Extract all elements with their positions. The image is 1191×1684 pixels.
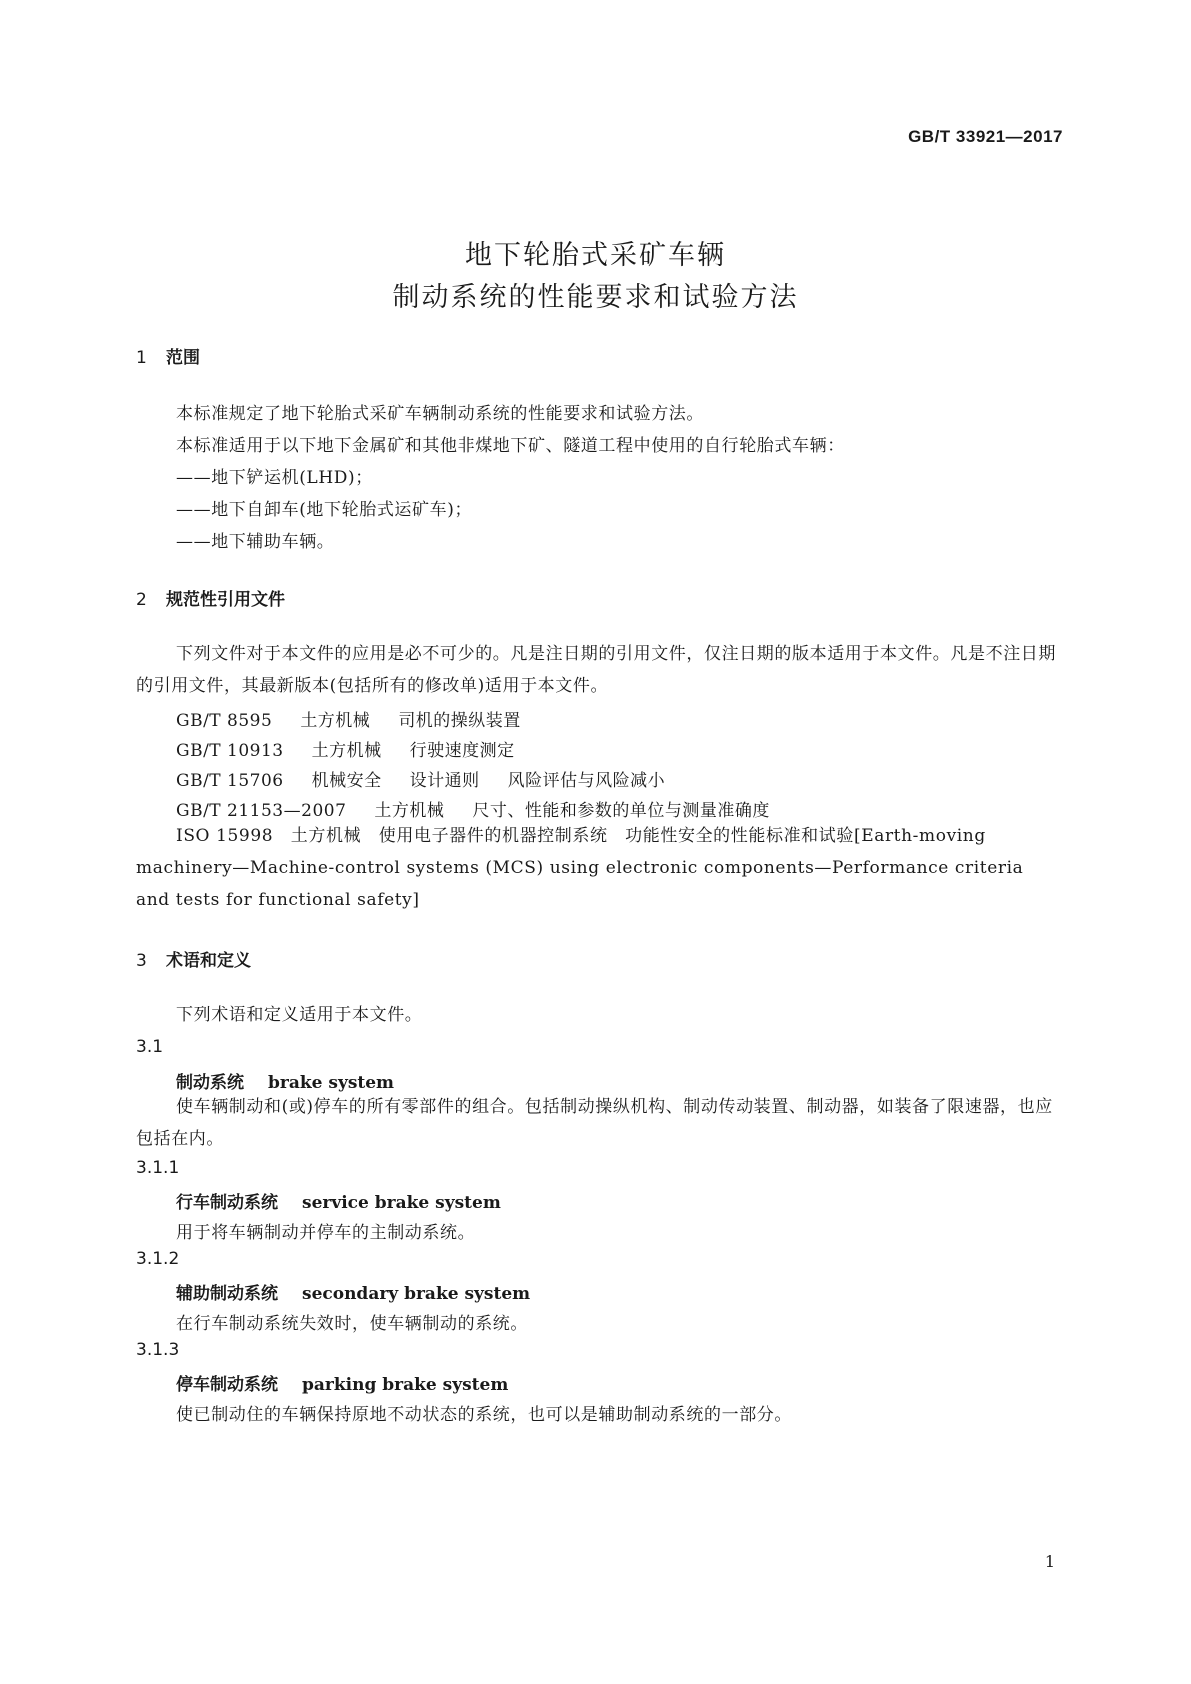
term-definition: 使已制动住的车辆保持原地不动状态的系统，也可以是辅助制动系统的一部分。 bbox=[176, 1405, 792, 1425]
reference-title-part: 尺寸、性能和参数的单位与测量准确度 bbox=[472, 801, 770, 821]
reference-code: GB/T 15706 bbox=[176, 771, 284, 791]
section-title: 术语和定义 bbox=[166, 951, 251, 971]
reference-title-part: 设计通则 bbox=[409, 771, 480, 791]
list-item: ——地下辅助车辆。 bbox=[176, 532, 335, 552]
section-title: 范围 bbox=[166, 348, 200, 368]
term-name-zh: 制动系统 bbox=[176, 1073, 244, 1093]
reference-code: GB/T 8595 bbox=[176, 711, 273, 731]
list-item: ——地下自卸车(地下轮胎式运矿车)； bbox=[176, 500, 473, 520]
term-definition bbox=[136, 1091, 1056, 1155]
reference-code: GB/T 10913 bbox=[176, 741, 284, 761]
page-number: 1 bbox=[1044, 1552, 1055, 1571]
section-1-para-1: 本标准规定了地下轮胎式采矿车辆制动系统的性能要求和试验方法。 bbox=[176, 404, 704, 424]
section-1-para-2: 本标准适用于以下地下金属矿和其他非煤地下矿、隧道工程中使用的自行轮胎式车辆： bbox=[176, 436, 845, 456]
document-title-line-1: 地下轮胎式采矿车辆 bbox=[465, 240, 726, 271]
section-3-intro: 下列术语和定义适用于本文件。 bbox=[176, 1005, 423, 1025]
iso-reference-text: ISO 15998 土方机械 使用电子器件的机器控制系统 功能性安全的性能标准和试验[Earth-moving machinery—Machine-control systems (MCS) using electronic components—Performance criteria and tests for functional safety] bbox=[136, 826, 1024, 910]
standard-code: GB/T 33921—2017 bbox=[908, 127, 1063, 146]
section-number: 3 bbox=[136, 951, 147, 971]
term-name-zh: 行车制动系统 bbox=[176, 1193, 278, 1213]
term-number: 3.1.2 bbox=[136, 1249, 180, 1269]
reference-item bbox=[176, 706, 521, 731]
term-definition: 用于将车辆制动并停车的主制动系统。 bbox=[176, 1223, 476, 1243]
term-name-zh: 辅助制动系统 bbox=[176, 1284, 278, 1304]
reference-title-part: 土方机械 bbox=[300, 711, 371, 731]
term-number: 3.1.1 bbox=[136, 1158, 180, 1178]
reference-code: GB/T 21153—2007 bbox=[176, 801, 347, 821]
reference-item bbox=[176, 766, 665, 791]
reference-item bbox=[176, 796, 770, 821]
reference-title-part: 土方机械 bbox=[311, 741, 382, 761]
section-number: 2 bbox=[136, 590, 147, 610]
term-definition-text: 使车辆制动和(或)停车的所有零部件的组合。包括制动操纵机构、制动传动装置、制动器，如装备了限速器，也应包括在内。 bbox=[136, 1097, 1053, 1149]
section-2-heading bbox=[136, 585, 285, 610]
term-name-en: service brake system bbox=[302, 1193, 501, 1213]
reference-title-part: 司机的操纵装置 bbox=[398, 711, 521, 731]
term-number: 3.1.3 bbox=[136, 1340, 180, 1360]
term-definition: 在行车制动系统失效时，使车辆制动的系统。 bbox=[176, 1314, 528, 1334]
term-name-en: secondary brake system bbox=[302, 1284, 531, 1304]
term-name-en: brake system bbox=[268, 1073, 395, 1093]
term-name-en: parking brake system bbox=[302, 1375, 509, 1395]
term-name bbox=[176, 1068, 394, 1093]
reference-title-part: 风险评估与风险减小 bbox=[507, 771, 666, 791]
term-name bbox=[176, 1279, 530, 1304]
section-2-intro bbox=[136, 638, 1056, 702]
list-item: ——地下铲运机(LHD)； bbox=[176, 468, 373, 488]
iso-reference bbox=[136, 820, 1056, 916]
reference-title-part: 土方机械 bbox=[374, 801, 445, 821]
section-number: 1 bbox=[136, 348, 147, 368]
section-3-heading bbox=[136, 946, 251, 971]
document-title-line-2: 制动系统的性能要求和试验方法 bbox=[392, 282, 799, 313]
reference-item bbox=[176, 736, 515, 761]
reference-title-part: 行驶速度测定 bbox=[409, 741, 515, 761]
term-name bbox=[176, 1188, 501, 1213]
term-number: 3.1 bbox=[136, 1037, 164, 1057]
section-2-intro-text: 下列文件对于本文件的应用是必不可少的。凡是注日期的引用文件，仅注日期的版本适用于本文件。凡是不注日期的引用文件，其最新版本(包括所有的修改单)适用于本文件。 bbox=[136, 644, 1056, 696]
term-name-zh: 停车制动系统 bbox=[176, 1375, 278, 1395]
term-name bbox=[176, 1370, 508, 1395]
section-1-heading bbox=[136, 343, 200, 368]
section-title: 规范性引用文件 bbox=[166, 590, 285, 610]
reference-title-part: 机械安全 bbox=[311, 771, 382, 791]
